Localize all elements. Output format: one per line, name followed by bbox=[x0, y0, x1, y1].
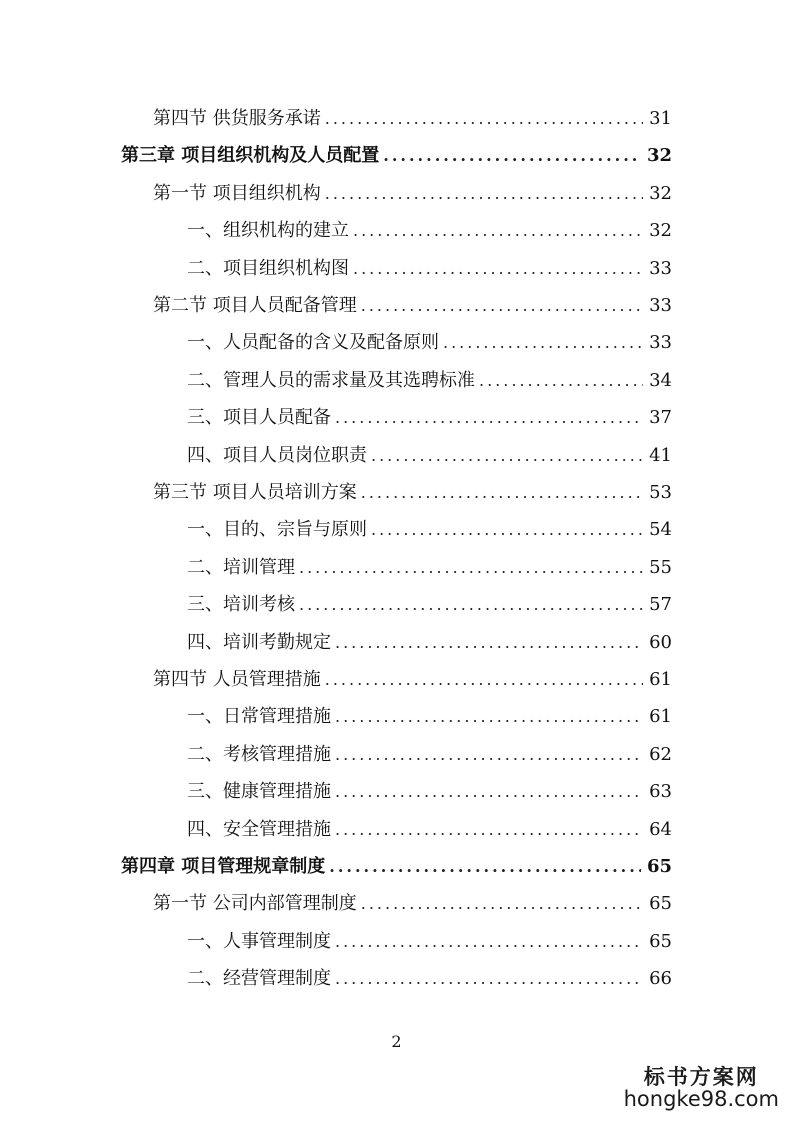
toc-entry-label: 第三章 项目组织机构及人员配置 bbox=[121, 145, 380, 167]
toc-dot-leader bbox=[299, 549, 643, 586]
toc-entry-page: 60 bbox=[649, 631, 672, 653]
toc-section-row bbox=[153, 474, 672, 511]
toc-subsection-row bbox=[187, 549, 672, 586]
toc-entry-label: 二、考核管理措施 bbox=[187, 743, 331, 765]
toc-subsection-row bbox=[187, 736, 672, 773]
toc-entry-page: 54 bbox=[649, 519, 672, 541]
toc-dot-leader bbox=[353, 250, 643, 287]
toc-dot-leader bbox=[361, 287, 643, 324]
toc-section-row bbox=[153, 175, 672, 212]
toc-entry-label: 第一节 项目组织机构 bbox=[153, 182, 321, 204]
toc-entry-page: 66 bbox=[649, 968, 672, 990]
toc-subsection-row bbox=[187, 212, 672, 249]
toc-chapter-row bbox=[121, 137, 672, 174]
toc-entry-page: 65 bbox=[649, 893, 672, 915]
watermark-url: hongke98.com bbox=[623, 1086, 779, 1111]
toc-entry-label: 第一节 公司内部管理制度 bbox=[153, 893, 357, 915]
toc-dot-leader bbox=[335, 923, 643, 960]
toc-entry-label: 三、健康管理措施 bbox=[187, 781, 331, 803]
toc-entry-label: 三、培训考核 bbox=[187, 594, 295, 616]
toc-dot-leader bbox=[353, 212, 643, 249]
toc-entry-page: 57 bbox=[649, 594, 672, 616]
toc-dot-leader bbox=[383, 137, 641, 174]
toc-dot-leader bbox=[361, 474, 643, 511]
toc-entry-page: 64 bbox=[649, 818, 672, 840]
toc-entry-page: 33 bbox=[649, 295, 672, 316]
toc-entry-page: 55 bbox=[649, 556, 672, 578]
toc-entry-page: 32 bbox=[649, 220, 672, 242]
toc-entry-label: 四、项目人员岗位职责 bbox=[187, 444, 367, 466]
toc-entry-label: 一、人员配备的含义及配备原则 bbox=[187, 332, 439, 354]
toc-entry-label: 第四章 项目管理规章制度 bbox=[121, 856, 326, 877]
toc-subsection-row bbox=[187, 511, 672, 548]
toc-subsection-row bbox=[187, 250, 672, 287]
toc-entry-page: 63 bbox=[649, 781, 672, 803]
toc-entry-label: 三、项目人员配备 bbox=[187, 407, 331, 429]
toc-dot-leader bbox=[329, 848, 641, 885]
toc-entry-page: 61 bbox=[649, 706, 672, 728]
toc-entry-page: 65 bbox=[646, 856, 672, 877]
toc-entry-label: 第三节 项目人员培训方案 bbox=[153, 482, 357, 503]
toc-entry-page: 31 bbox=[649, 108, 672, 129]
toc-entry-page: 41 bbox=[649, 444, 672, 466]
toc-dot-leader bbox=[335, 698, 643, 735]
toc-dot-leader bbox=[361, 885, 643, 922]
toc-subsection-row bbox=[187, 586, 672, 623]
toc-dot-leader bbox=[335, 811, 643, 848]
toc-dot-leader bbox=[325, 100, 643, 137]
toc-entry-label: 四、培训考勤规定 bbox=[187, 631, 331, 653]
toc-subsection-row bbox=[187, 773, 672, 810]
toc-entry-label: 四、安全管理措施 bbox=[187, 818, 331, 840]
toc-entry-page: 61 bbox=[649, 669, 672, 690]
toc-entry-page: 34 bbox=[649, 369, 672, 391]
page-number: 2 bbox=[391, 1032, 402, 1051]
toc-entry-label: 一、日常管理措施 bbox=[187, 706, 331, 728]
toc-subsection-row bbox=[187, 811, 672, 848]
toc-section-row bbox=[153, 661, 672, 698]
toc-entry-label: 二、经营管理制度 bbox=[187, 968, 331, 990]
toc-subsection-row bbox=[187, 437, 672, 474]
toc-dot-leader bbox=[479, 362, 643, 399]
toc-entry-page: 37 bbox=[649, 407, 672, 429]
toc-dot-leader bbox=[335, 736, 643, 773]
toc-entry-page: 33 bbox=[649, 332, 672, 354]
toc-section-row bbox=[153, 100, 672, 137]
toc-subsection-row bbox=[187, 698, 672, 735]
toc-subsection-row bbox=[187, 324, 672, 361]
toc-entry-label: 一、人事管理制度 bbox=[187, 930, 331, 952]
toc-entry-label: 第二节 项目人员配备管理 bbox=[153, 295, 357, 316]
toc-entry-page: 32 bbox=[646, 145, 672, 167]
toc-entry-page: 53 bbox=[649, 482, 672, 503]
toc-dot-leader bbox=[325, 175, 643, 212]
toc-subsection-row bbox=[187, 624, 672, 661]
toc-dot-leader bbox=[335, 624, 643, 661]
toc-subsection-row bbox=[187, 923, 672, 960]
toc-entry-page: 65 bbox=[649, 930, 672, 952]
watermark-site-name: 标书方案网 bbox=[643, 1063, 759, 1089]
toc-entry-label: 一、目的、宗旨与原则 bbox=[187, 519, 367, 541]
toc-dot-leader bbox=[335, 399, 643, 436]
toc-subsection-row bbox=[187, 362, 672, 399]
toc-entry-label: 二、管理人员的需求量及其选聘标准 bbox=[187, 369, 475, 391]
toc-dot-leader bbox=[299, 586, 643, 623]
toc-dot-leader bbox=[371, 511, 643, 548]
watermark-logo bbox=[623, 1063, 779, 1111]
toc-section-row bbox=[153, 885, 672, 922]
toc-subsection-row bbox=[187, 960, 672, 997]
toc-chapter-row bbox=[121, 848, 672, 885]
toc-dot-leader bbox=[335, 773, 643, 810]
toc-entry-label: 第四节 供货服务承诺 bbox=[153, 108, 321, 129]
toc-entry-label: 一、组织机构的建立 bbox=[187, 220, 349, 242]
toc-entry-label: 二、培训管理 bbox=[187, 556, 295, 578]
toc-subsection-row bbox=[187, 399, 672, 436]
toc-entry-page: 33 bbox=[649, 257, 672, 279]
toc-entry-page: 32 bbox=[649, 182, 672, 204]
toc-section-row bbox=[153, 287, 672, 324]
toc-entry-page: 62 bbox=[649, 743, 672, 765]
toc-dot-leader bbox=[371, 437, 643, 474]
toc-dot-leader bbox=[325, 661, 643, 698]
toc-dot-leader bbox=[443, 324, 643, 361]
toc-entry-label: 第四节 人员管理措施 bbox=[153, 669, 321, 690]
toc-dot-leader bbox=[335, 960, 643, 997]
toc-entry-label: 二、项目组织机构图 bbox=[187, 257, 349, 279]
